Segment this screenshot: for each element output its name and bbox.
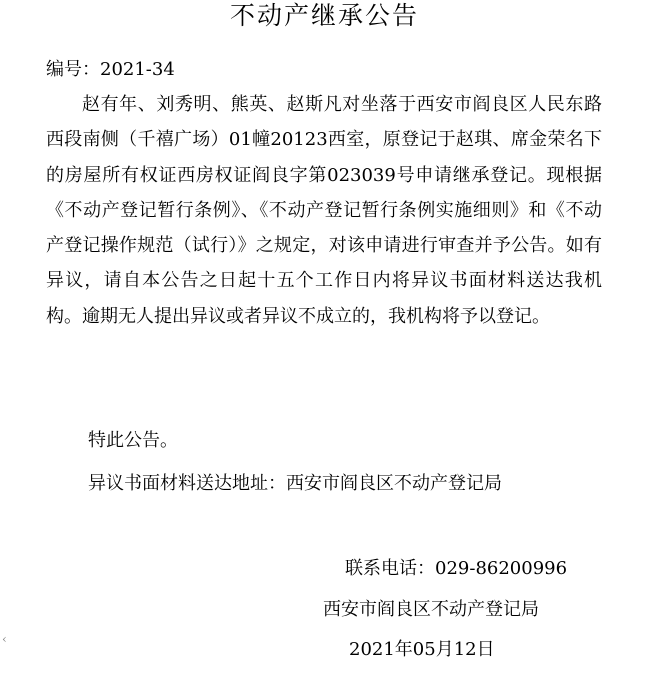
- issuing-authority: 西安市阎良区不动产登记局: [323, 599, 539, 620]
- reference-number: 编号：2021-34: [46, 59, 175, 80]
- objection-address: 异议书面材料送达地址：西安市阎良区不动产登记局: [88, 473, 502, 494]
- notice-body: 赵有年、刘秀明、熊英、赵斯凡对坐落于西安市阎良区人民东路西段南侧（千禧广场）01幢20123西室，原登记于赵琪、席金荣名下的房屋所有权证西房权证阎良字第023039号申请继承登记。现根据《不动产登记暂行条例》、《不动产登记暂行条例实施细则》和《不动产登记操作规范（试行）》之规定，对该申请进行审查并予公告。如有异议，请自本公告之日起十五个工作日内将异议书面材料送达我机构。逾期无人提出异议或者异议不成立的，我机构将予以登记。: [46, 94, 602, 327]
- page-edge-mark: ‹: [2, 632, 7, 646]
- closing-statement: 特此公告。: [88, 430, 178, 451]
- notice-title: 不动产继承公告: [229, 1, 419, 30]
- issue-date: 2021年05月12日: [349, 639, 495, 660]
- contact-phone: 联系电话：029-86200996: [345, 558, 568, 579]
